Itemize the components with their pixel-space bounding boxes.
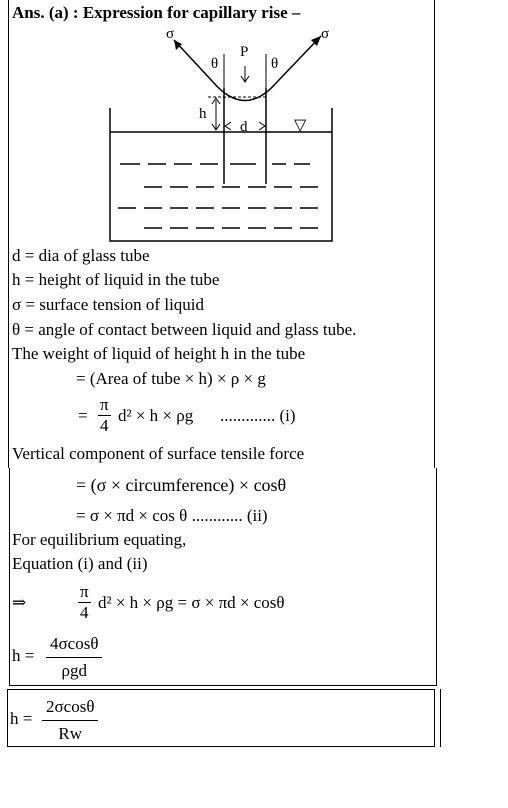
weight-equation-2-eq: = [78, 406, 88, 425]
frame-bottom-border [9, 685, 437, 686]
fraction-numerator: π [100, 395, 109, 414]
weight-equation-2-tag: ............. (i) [220, 406, 296, 425]
capillary-rise-diagram [100, 24, 340, 244]
implies-arrow: ⇒ [12, 593, 27, 612]
fraction-numerator: π [80, 582, 89, 601]
fraction-denominator: 4 [100, 416, 109, 435]
definition-d: d = dia of glass tube [12, 246, 150, 265]
result-2-lhs: h = [10, 709, 33, 728]
frame-left-border-lower [9, 468, 10, 686]
result-2-denominator: Rw [58, 724, 83, 743]
answer-heading: Ans. (a) : Expression for capillary rise – [12, 3, 301, 22]
weight-intro: The weight of liquid of height h in the tube [12, 344, 306, 363]
definition-sigma: σ = surface tension of liquid [12, 295, 205, 314]
pressure-label: P [240, 44, 249, 60]
height-label: h [199, 106, 207, 122]
result-2-fraction [42, 697, 98, 744]
sigma-left-label: σ [166, 26, 175, 42]
vertical-equation-1: = (σ × circumference) × cosθ [76, 475, 287, 495]
fraction-denominator: 4 [80, 603, 89, 622]
weight-equation-1: = (Area of tube × h) × ρ × g [76, 369, 266, 388]
weight-equation-2-fraction [98, 395, 111, 436]
result-1-denominator: ρgd [61, 661, 87, 680]
free-surface-symbol: ▽ [294, 115, 307, 134]
vertical-intro: Vertical component of surface tensile force [12, 444, 305, 463]
definition-h: h = height of liquid in the tube [12, 270, 220, 289]
equilibrium-text-2: Equation (i) and (ii) [12, 554, 148, 573]
frame-right-border [434, 0, 435, 468]
implies-fraction [78, 582, 91, 623]
definition-theta: θ = angle of contact between liquid and glass tube. [12, 320, 357, 339]
result-box-2-right-line [440, 689, 441, 747]
weight-equation-2-rest: d² × h × ρg [118, 406, 194, 425]
result-1-fraction [46, 634, 102, 681]
implies-equation: d² × h × ρg = σ × πd × cosθ [98, 593, 285, 612]
diameter-label: d [240, 119, 248, 135]
result-1-lhs: h = [12, 646, 35, 665]
vertical-equation-2: = σ × πd × cos θ ............ (ii) [76, 506, 268, 525]
frame-left-border [8, 0, 9, 468]
frame-right-border-lower [436, 468, 437, 686]
sigma-right-label: σ [321, 26, 330, 42]
theta-right-label: θ [271, 56, 279, 72]
result-1-numerator: 4σcosθ [46, 634, 102, 658]
equilibrium-text-1: For equilibrium equating, [12, 530, 187, 549]
theta-left-label: θ [211, 56, 219, 72]
result-2-numerator: 2σcosθ [42, 697, 98, 721]
